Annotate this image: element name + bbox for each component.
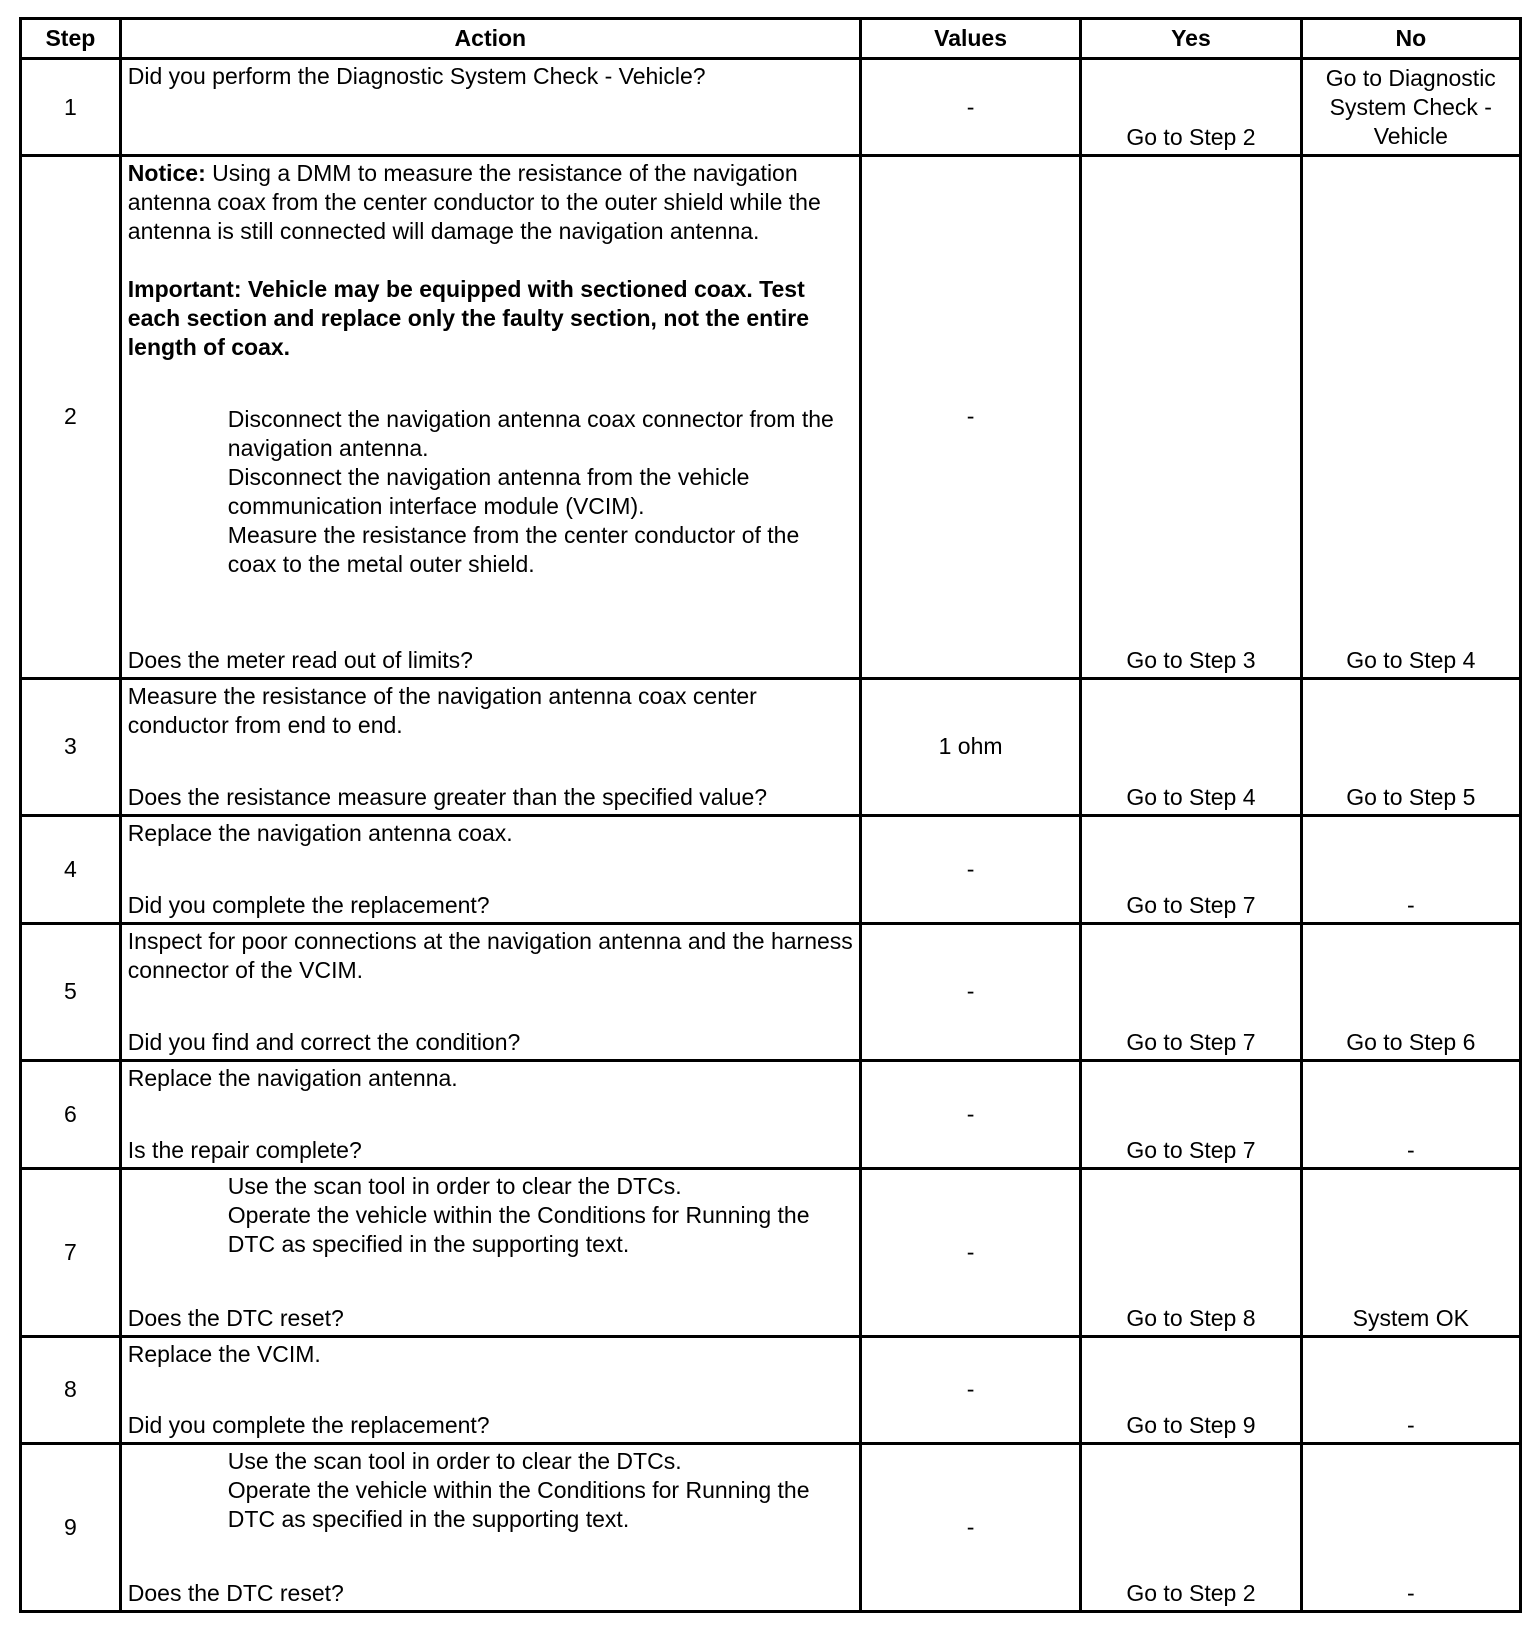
substep-list xyxy=(128,1447,853,1534)
action-content xyxy=(128,819,853,919)
header-action: Action xyxy=(120,19,860,59)
substep-item: Disconnect the navigation antenna from the vehicle communication interface module (VCIM). xyxy=(227,464,750,520)
no-cell: Go to Step 4 xyxy=(1301,156,1520,678)
question-text: Did you complete the replacement? xyxy=(127,1411,490,1438)
question-text: Did you find and correct the condition? xyxy=(127,1029,521,1056)
action-cell xyxy=(120,816,860,923)
no-cell: - xyxy=(1301,816,1520,923)
yes-cell: Go to Step 9 xyxy=(1081,1336,1301,1443)
substep-item: Use the scan tool in order to clear the DTCs. xyxy=(227,1172,682,1199)
action-cell xyxy=(120,1168,860,1336)
no-cell: - xyxy=(1301,1336,1520,1443)
no-cell: Go to Step 6 xyxy=(1301,923,1520,1061)
action-cell xyxy=(120,1443,860,1611)
important-note: Important: Vehicle may be equipped with sectioned coax. Test each section and replace only the faulty section, not the entire length of coax. xyxy=(127,276,809,361)
action-content xyxy=(128,1172,853,1333)
value-cell: - xyxy=(860,156,1080,678)
table-row xyxy=(21,1336,1521,1443)
action-content xyxy=(128,1447,853,1608)
header-values: Values xyxy=(860,19,1080,59)
action-content xyxy=(128,682,853,813)
step-number: 5 xyxy=(21,923,121,1061)
value-cell: - xyxy=(860,1336,1080,1443)
yes-cell: Go to Step 3 xyxy=(1081,156,1301,678)
yes-cell: Go to Step 7 xyxy=(1081,816,1301,923)
substep-list xyxy=(128,1172,853,1259)
header-row xyxy=(21,19,1521,59)
yes-cell: Go to Step 2 xyxy=(1081,59,1301,156)
no-cell: System OK xyxy=(1301,1168,1520,1336)
value-cell: - xyxy=(860,816,1080,923)
table-row xyxy=(21,1443,1521,1611)
notice-label: Notice: xyxy=(127,160,206,187)
action-content xyxy=(128,159,853,674)
question-text: Does the DTC reset? xyxy=(127,1304,344,1331)
action-cell xyxy=(120,156,860,678)
action-cell xyxy=(120,1061,860,1168)
step-number: 4 xyxy=(21,816,121,923)
question-text: Did you complete the replacement? xyxy=(127,891,490,918)
yes-cell: Go to Step 2 xyxy=(1081,1443,1301,1611)
action-cell xyxy=(120,1336,860,1443)
action-text: Replace the navigation antenna coax. xyxy=(127,820,513,847)
substep-item: Operate the vehicle within the Conditions for Running the DTC as specified in the supporting text. xyxy=(227,1476,810,1532)
table-row xyxy=(21,816,1521,923)
no-cell: - xyxy=(1301,1061,1520,1168)
value-cell: - xyxy=(860,59,1080,156)
step-number: 3 xyxy=(21,678,121,816)
action-content xyxy=(128,1064,853,1164)
substep-item: Use the scan tool in order to clear the DTCs. xyxy=(227,1447,682,1474)
action-content xyxy=(128,1340,853,1440)
action-cell xyxy=(120,923,860,1061)
action-text: Replace the VCIM. xyxy=(127,1340,321,1367)
no-cell: - xyxy=(1301,1443,1520,1611)
value-cell: - xyxy=(860,1168,1080,1336)
notice-text: Using a DMM to measure the resistance of the navigation antenna coax from the center conductor to the outer shield while the antenna is still connected will damage the navigation antenna. xyxy=(127,160,821,245)
step-number: 6 xyxy=(21,1061,121,1168)
yes-cell: Go to Step 8 xyxy=(1081,1168,1301,1336)
yes-cell: Go to Step 7 xyxy=(1081,923,1301,1061)
substep-item: Disconnect the navigation antenna coax connector from the navigation antenna. xyxy=(227,406,834,462)
step-number: 8 xyxy=(21,1336,121,1443)
question-text: Is the repair complete? xyxy=(127,1136,362,1163)
question-text: Does the DTC reset? xyxy=(127,1580,344,1606)
value-cell: - xyxy=(860,923,1080,1061)
table-row xyxy=(21,156,1521,678)
action-body xyxy=(128,159,853,579)
action-text: Inspect for poor connections at the navigation antenna and the harness connector of the VCIM. xyxy=(127,927,853,983)
table-row xyxy=(21,923,1521,1061)
header-yes: Yes xyxy=(1081,19,1301,59)
step-number: 9 xyxy=(21,1443,121,1611)
action-content xyxy=(128,927,853,1058)
header-step: Step xyxy=(21,19,121,59)
action-cell xyxy=(120,678,860,816)
question-text: Does the resistance measure greater than the specified value? xyxy=(127,784,768,811)
action-cell xyxy=(120,59,860,156)
header-no: No xyxy=(1301,19,1520,59)
yes-cell: Go to Step 4 xyxy=(1081,678,1301,816)
action-text: Replace the navigation antenna. xyxy=(127,1065,458,1092)
value-cell: - xyxy=(860,1061,1080,1168)
no-cell xyxy=(1301,59,1520,156)
step-number: 2 xyxy=(21,156,121,678)
question-text: Does the meter read out of limits? xyxy=(127,646,473,673)
no-cell: Go to Step 5 xyxy=(1301,678,1520,816)
action-text: Measure the resistance of the navigation antenna coax center conductor from end to end. xyxy=(127,682,757,738)
substep-item: Operate the vehicle within the Conditions for Running the DTC as specified in the supporting text. xyxy=(227,1201,810,1257)
no-text: Go to Diagnostic System Check - Vehicle xyxy=(1325,64,1496,149)
action-text: Did you perform the Diagnostic System Check - Vehicle? xyxy=(127,63,706,89)
notice-paragraph xyxy=(128,159,853,246)
table-row xyxy=(21,1061,1521,1168)
table-row xyxy=(21,59,1521,156)
step-number: 7 xyxy=(21,1168,121,1336)
value-cell: 1 ohm xyxy=(860,678,1080,816)
table-row xyxy=(21,1168,1521,1336)
diagnostic-table xyxy=(19,17,1522,1613)
step-number: 1 xyxy=(21,59,121,156)
value-cell: - xyxy=(860,1443,1080,1611)
table-row xyxy=(21,678,1521,816)
yes-cell: Go to Step 7 xyxy=(1081,1061,1301,1168)
substep-item: Measure the resistance from the center conductor of the coax to the metal outer shield. xyxy=(227,522,800,578)
